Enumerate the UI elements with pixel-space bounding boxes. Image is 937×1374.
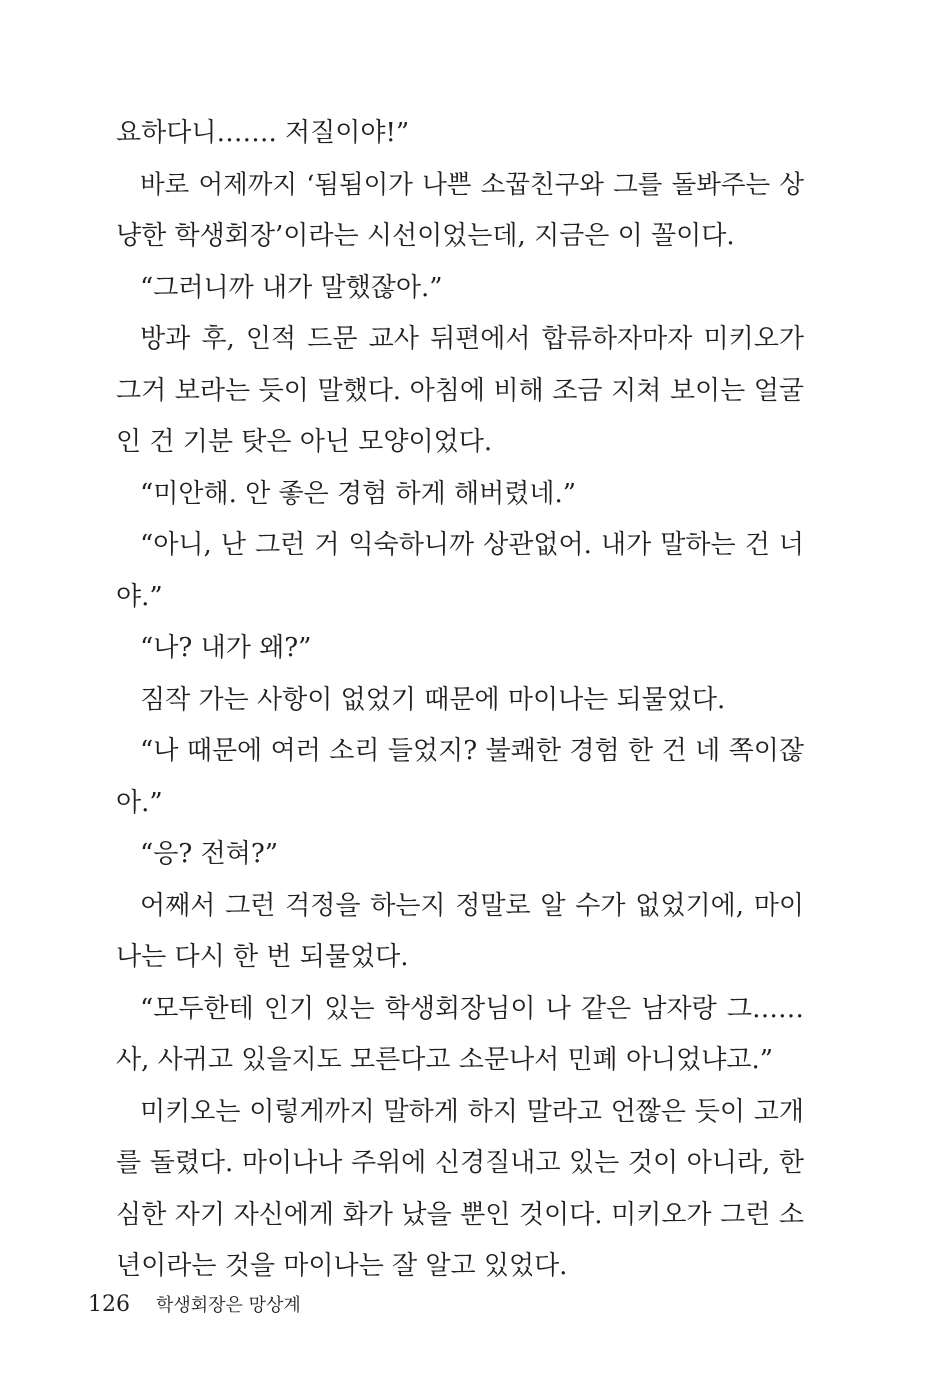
text-line: 심한 자기 자신에게 화가 났을 뿐인 것이다. 미키오가 그런 소 <box>116 1199 804 1230</box>
page-footer <box>88 1290 301 1320</box>
text-line: “나 때문에 여러 소리 들었지? 불쾌한 경험 한 건 네 쪽이잖 <box>140 736 804 766</box>
text-line: 아.” <box>116 787 163 818</box>
text-line: 나는 다시 한 번 되물었다. <box>116 942 409 972</box>
text-line: 를 돌렸다. 마이나나 주위에 신경질내고 있는 것이 아니라, 한 <box>116 1148 804 1178</box>
text-line: 야.” <box>116 581 163 612</box>
text-line: “그러니까 내가 말했잖아.” <box>140 272 443 303</box>
text-line: 사, 사귀고 있을지도 모른다고 소문나서 민폐 아니었냐고.” <box>116 1045 774 1075</box>
text-line: “아니, 난 그런 거 익숙하니까 상관없어. 내가 말하는 건 너 <box>140 530 804 560</box>
text-line: 어째서 그런 걱정을 하는지 정말로 알 수가 없었기에, 마이 <box>140 890 804 921</box>
text-line: 짐작 가는 사항이 없었기 때문에 마이나는 되물었다. <box>140 684 726 715</box>
running-title: 학생회장은 망상계 <box>156 1295 301 1316</box>
text-line: “나? 내가 왜?” <box>140 633 312 663</box>
text-line: 바로 어제까지 ‘됨됨이가 나쁜 소꿉친구와 그를 돌봐주는 상 <box>140 169 804 200</box>
text-line: 냥한 학생회장’이라는 시선이었는데, 지금은 이 꼴이다. <box>116 221 735 251</box>
text-line: “모두한테 인기 있는 학생회장님이 나 같은 남자랑 그…… <box>140 993 804 1024</box>
text-line: 미키오는 이렇게까지 말하게 하지 말라고 언짢은 듯이 고개 <box>140 1096 804 1127</box>
body-text <box>116 108 804 1293</box>
text-line: “미안해. 안 좋은 경험 하게 해버렸네.” <box>140 478 577 509</box>
text-line: 그거 보라는 듯이 말했다. 아침에 비해 조금 지쳐 보이는 얼굴 <box>116 375 804 406</box>
text-line: 인 건 기분 탓은 아닌 모양이었다. <box>116 427 493 457</box>
text-line: “응? 전혀?” <box>140 839 279 869</box>
text-line: 년이라는 것을 마이나는 잘 알고 있었다. <box>116 1251 568 1281</box>
text-line: 방과 후, 인적 드문 교사 뒤편에서 합류하자마자 미키오가 <box>140 324 804 354</box>
text-line: 요하다니……. 저질이야!” <box>116 118 410 148</box>
page-number: 126 <box>88 1292 130 1317</box>
